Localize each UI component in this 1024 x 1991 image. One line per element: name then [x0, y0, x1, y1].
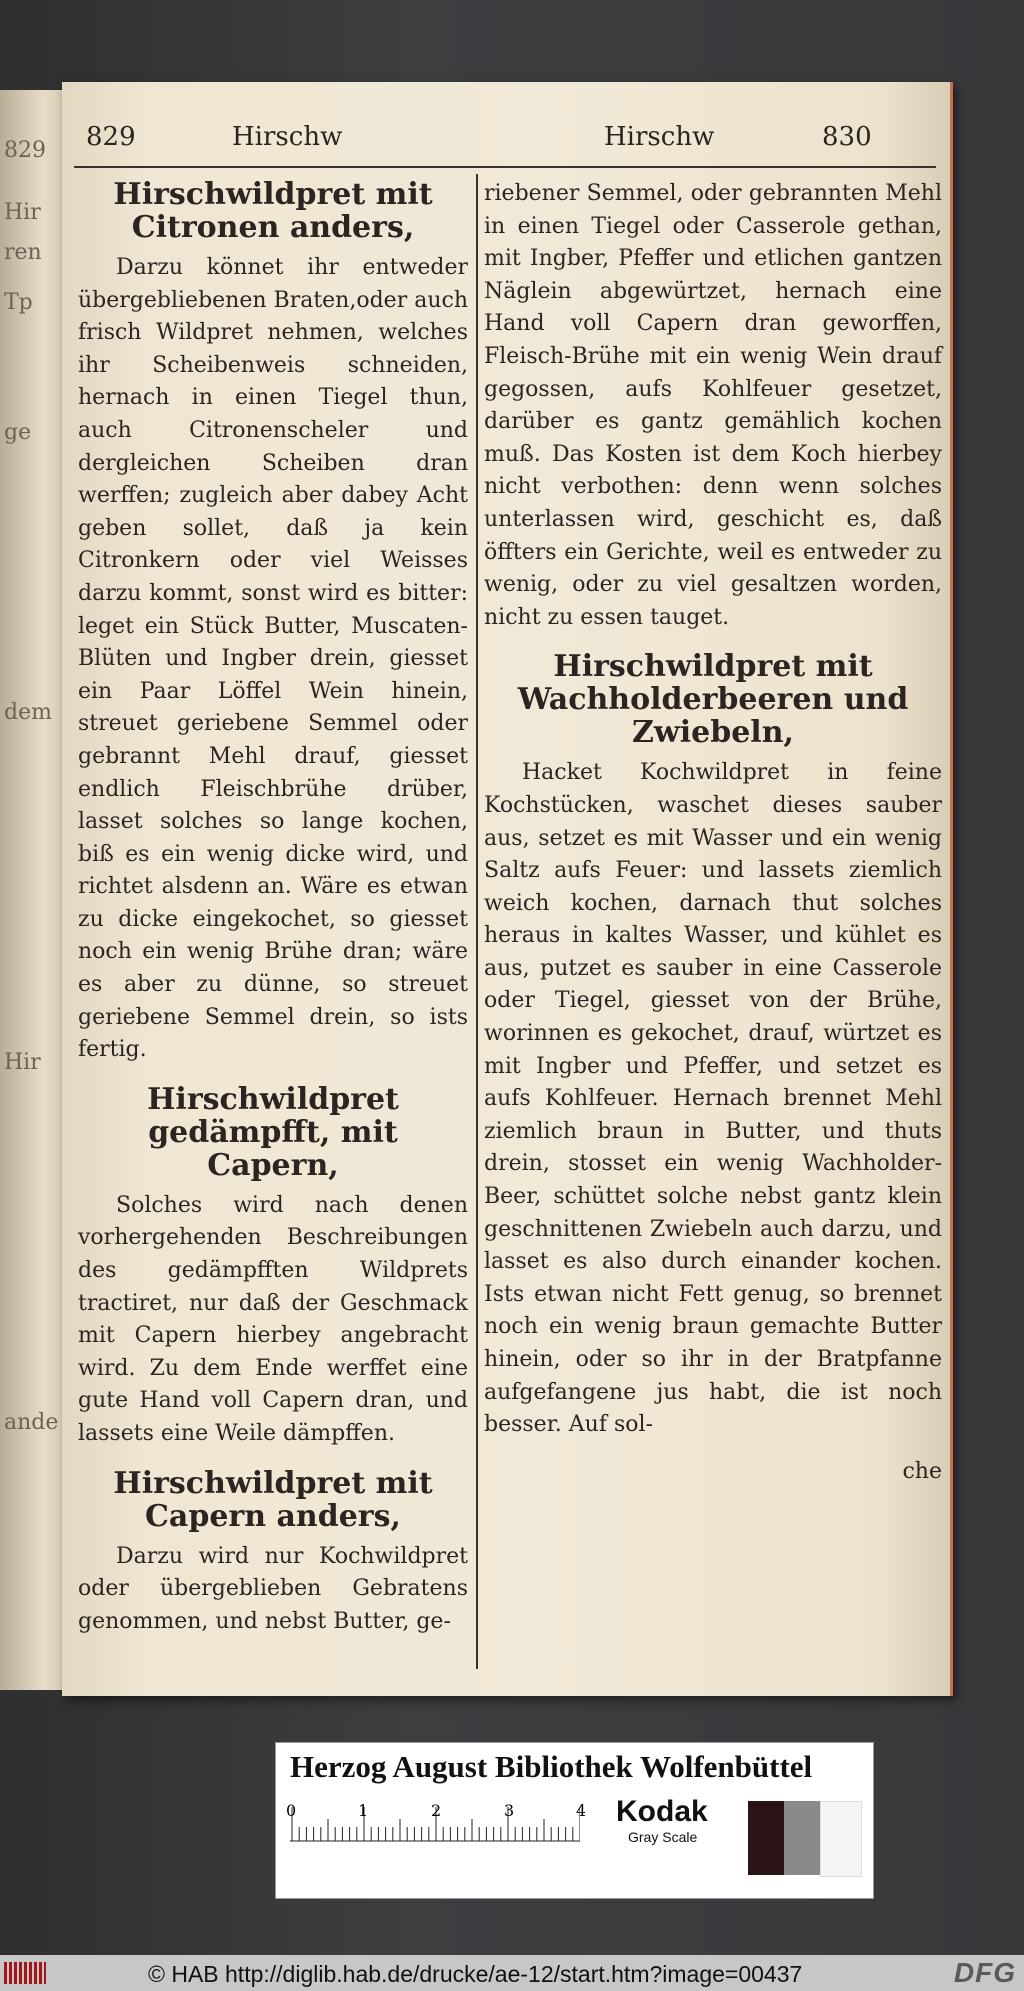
paragraph: Solches wird nach denen vorhergehenden Beschreibungen des gedämpfften Wildprets tractiret, nur daß der Geschmack mit Capern hierbey angebracht wird. Zu dem Ende werffet eine gute Hand voll Capern dran, und lassets eine Weile dämpffen.: [78, 1192, 468, 1446]
paragraph: Hacket Kochwildpret in feine Kochstücken, waschet dieses sauber aus, setzet es mit Wasser und ein wenig Saltz aufs Feuer: und lassets ziemlich weich kochen, darnach thut solches heraus in kaltes Wasser, und kühlet es aus, putzet es sauber in eine Casserole oder Tiegel, giesset von der Brühe, worinnen es gekochet, drauf, würtzet es mit Ingber und Pfeffer, und setzet es aufs Kohlfeuer. Hernach brennet Mehl ziemlich braun in Butter, und thuts drein, stosset ein wenig Wachholder-Beer, schüttet solche nebst gantz klein geschnittenen Zwiebeln auch darzu, und lasset es also durch einander kochen. Ists etwan nicht Fett genug, so brennet noch ein wenig braun gemachte Butter hinein, oder so ihr in der Bratpfanne aufgefangene jus habt, die ist noch besser. Auf sol-: [484, 760, 942, 1438]
paragraph: riebener Semmel, oder gebrannten Mehl in einen Tiegel oder Casserole gethan, mit Ingber, Pfeffer und etlichen gantzen Näglein abgewürtzet, hernach eine Hand voll Capern dran geworffen, Fleisch-Brühe mit ein wenig Wein drauf gegossen, aufs Kohlfeuer gesetzet, darüber es gantz gemählich kochen muß. Das Kosten ist dem Koch hierbey nicht verbothen: denn wenn solches unterlassen wird, geschicht es, daß öffters ein Gerichte, weil es entweder zu wenig, oder zu viel gesaltzen worden, nicht zu essen tauget.: [484, 181, 942, 630]
gray-swatch: [784, 1801, 820, 1875]
previous-page-edge: [0, 90, 70, 1690]
left-page-number: 829: [86, 122, 136, 152]
catchword: che: [902, 1458, 942, 1484]
ghost-text: ren: [4, 240, 42, 265]
barcode-icon: [4, 1962, 46, 1984]
ghost-text: Tp: [4, 290, 33, 315]
library-name: Herzog August Bibliothek Wolfenbüttel: [290, 1749, 813, 1784]
right-running-head: Hirschw: [604, 122, 715, 152]
ghost-text: ge: [4, 420, 32, 445]
ghost-text: ande: [4, 1410, 59, 1435]
column-rule: [476, 174, 478, 1669]
ruler-number: 0: [286, 1801, 297, 1820]
ruler-number: 2: [431, 1801, 442, 1820]
section-heading: Hirschwildpret mit Citronen anders,: [113, 177, 433, 245]
ghost-text: dem: [4, 700, 52, 725]
section-heading: Hirschwildpret mit Capern anders,: [113, 1465, 433, 1534]
section-heading: Hirschwildpret mit Wachholderbeeren und Zwiebeln,: [517, 649, 909, 751]
copyright-link[interactable]: © HAB http://diglib.hab.de/drucke/ae-12/start.htm?image=00437: [148, 1961, 803, 1987]
gray-scale-label: Gray Scale: [628, 1829, 698, 1845]
section-heading: Hirschwildpret gedämpfft, mit Capern,: [147, 1081, 399, 1183]
running-header: [72, 122, 930, 158]
black-swatch: [748, 1801, 784, 1875]
ghost-text: Hir: [4, 1050, 41, 1075]
kodak-logo: Kodak: [616, 1795, 708, 1828]
right-page-number: 830: [822, 122, 872, 152]
dfg-logo: DFG: [953, 1957, 1016, 1988]
white-swatch: [820, 1801, 862, 1877]
ruler-number: 1: [358, 1801, 369, 1820]
left-column: [78, 178, 468, 1654]
footer-bar: [0, 1955, 1024, 1991]
right-column: [484, 178, 942, 1486]
left-running-head: Hirschw: [232, 122, 343, 152]
ruler-number: 3: [504, 1801, 515, 1820]
ruler-number: 4: [576, 1801, 587, 1820]
paragraph: Darzu wird nur Kochwildpret oder übergeblieben Gebratens genommen, und nebst Butter, ge-: [78, 1543, 468, 1634]
ghost-text: 829: [4, 138, 46, 163]
paragraph: Darzu könnet ihr entweder übergebliebenen Braten,oder auch frisch Wildpret nehmen, welches ihr Scheibenweis schneiden, hernach in einen Tiegel thun, auch Citronenscheler und dergleichen Scheiben dran werffen; zugleich aber dabey Acht geben sollet, daß ja kein Citronkern oder viel Weisses darzu kommt, sonst wird es bitter: leget ein Stück Butter, Muscaten-Blüten und Ingber drein, giesset ein Paar Löffel Wein hinein, streuet geriebene Semmel oder gebrannt Mehl drauf, giesset endlich Fleischbrühe drüber, lasset solches so lange kochen, biß es ein wenig dicke wird, und richtet alsdenn an. Wäre es etwan zu dicke eingekochet, so giesset noch ein wenig Brühe dran; wäre es aber zu dünne, so streuet geriebene Semmel drein, so ists fertig.: [78, 255, 468, 1063]
header-rule: [74, 166, 936, 168]
color-scale-card: [275, 1742, 874, 1899]
book-page: [62, 82, 953, 1696]
ghost-text: Hir: [4, 200, 41, 225]
